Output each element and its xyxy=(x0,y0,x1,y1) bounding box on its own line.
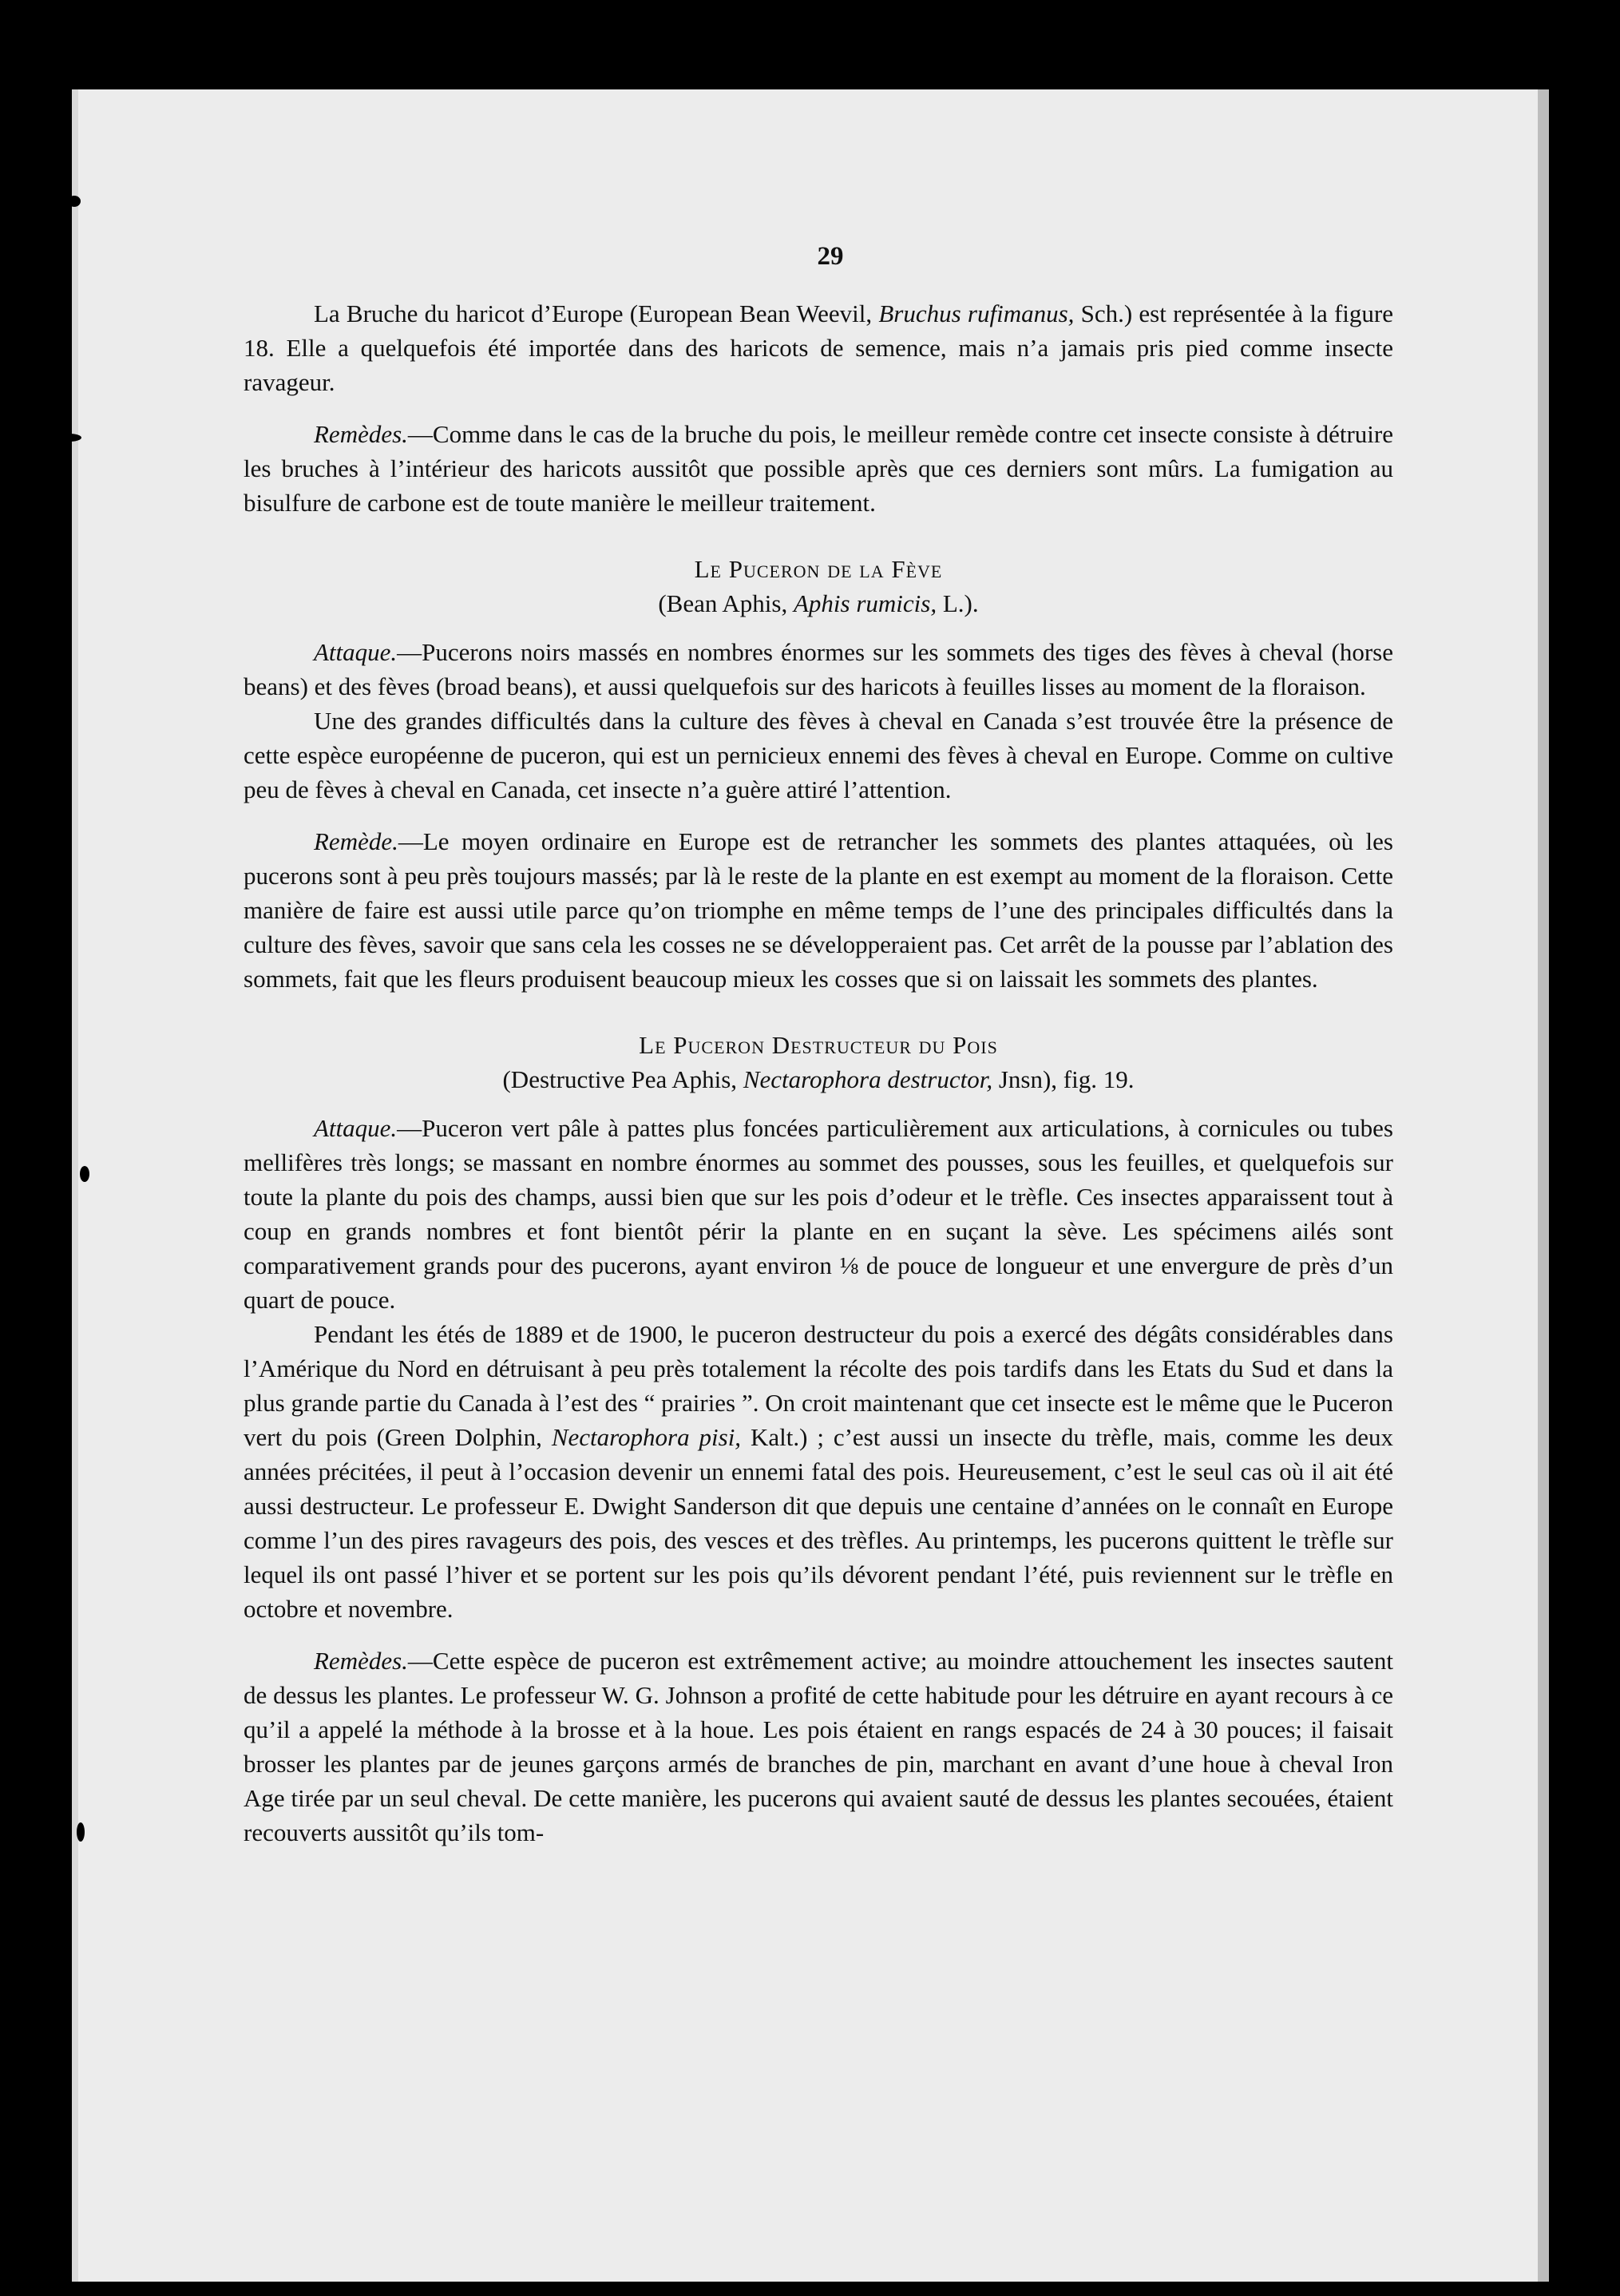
paragraph-text: —Le moyen ordinaire en Europe est de retrancher les sommets des plantes attaquées, où les pucerons sont à peu près toujours massés; par là le reste de la plante en est exempt au moment de la floraison. Cette manière de faire est aussi utile parce qu’on triomphe en même temps de l’une des principales difficultés dans la culture des fèves, savoir que sans cela les cosses ne se développeraient pas. Cet arrêt de la pousse par l’ablation des sommets, fait que les fleurs produisent beaucoup mieux les cosses que si on laissait les sommets des plantes. xyxy=(244,827,1393,993)
paragraph-remedes-2 xyxy=(244,1644,1393,1850)
margin-speck xyxy=(80,1166,89,1182)
section-title: Le Puceron de la Fève xyxy=(694,555,943,583)
latin-name: Bruchus rufimanus, xyxy=(878,299,1075,327)
paragraph-difficultes: Une des grandes difficultés dans la culture des fèves à cheval en Canada s’est trouvée être la présence de cette espèce européenne de puceron, qui est un pernicieux ennemi des fèves à cheval en Europe. Comme on cultive peu de fèves à cheval en Canada, cet insecte n’a guère attiré l’attention. xyxy=(244,707,1393,803)
document-body xyxy=(244,240,1393,1850)
paragraph-lead: Attaque. xyxy=(314,638,398,666)
latin-name: Nectarophora pisi, xyxy=(551,1423,742,1451)
page-spine xyxy=(72,89,78,2282)
paragraph-text: Sch.) est représentée à la figure 18. Elle a quelquefois été importée dans des haricots de semence, mais n’a jamais pris pied comme insecte ravageur. xyxy=(244,299,1393,396)
paragraph-remedes-1 xyxy=(244,417,1393,520)
section-heading-pea-aphis xyxy=(244,1028,1393,1096)
margin-speck xyxy=(68,196,81,207)
paragraph-text: —Pucerons noirs massés en nombres énormes sur les sommets des tiges des fèves à cheval (horse beans) et des fèves (broad beans), et aussi quelquefois sur des haricots à feuilles lisses au moment de la floraison. xyxy=(244,638,1393,700)
paragraph-text: Kalt.) ; c’est aussi un insecte du trèfle, mais, comme les deux années précitées, il peut à l’occasion devenir un ennemi fatal des pois. Heureusement, c’est le seul cas où il ait été aussi destructeur. Le professeur E. Dwight Sanderson dit que depuis une centaine d’années on le connaît en Europe comme l’un des pires ravageurs des pois, des vesces et des trèfles. Au printemps, les pucerons quittent le trèfle sur lequel ils ont passé l’hiver et se portent sur les pois qu’ils dévorent pendant l’été, puis reviennent sur le trèfle en octobre et novembre. xyxy=(244,1423,1393,1623)
paragraph-lead: Attaque. xyxy=(314,1114,398,1142)
paragraph-text: —Puceron vert pâle à pattes plus foncées particulièrement aux articulations, à cornicules ou tubes mellifères très longs; se massant en nombre énormes au sommet des pousses, sous les feuilles, et quelquefois sur toute la plante du pois des champs, aussi bien que sur les pois d’odeur et le trèfle. Ces insectes apparaissent tout à coup en grands nombres et font bientôt périr la plante en en suçant la sève. Les spécimens ailés sont comparativement grands pour des pucerons, ayant environ ⅛ de pouce de longueur et une envergure de près d’un quart de pouce. xyxy=(244,1114,1393,1314)
paragraph-text: —Comme dans le cas de la bruche du pois, le meilleur remède contre cet insecte consiste à détruire les bruches à l’intérieur des haricots aussitôt que possible après que ces derniers sont mûrs. La fumigation au bisulfure de carbone est de toute manière le meilleur traitement. xyxy=(244,420,1393,517)
paragraph-remede xyxy=(244,824,1393,996)
paragraph-lead: Remède. xyxy=(314,827,398,855)
paragraph-lead: Remèdes. xyxy=(314,1647,408,1675)
paragraph-attaque-2 xyxy=(244,1111,1393,1317)
margin-speck xyxy=(77,1822,85,1842)
section-subtitle: (Destructive Pea Aphis, Nectarophora destructor, Jnsn), fig. 19. xyxy=(502,1065,1135,1093)
section-heading-bean-aphis xyxy=(244,552,1393,621)
paragraph-etes xyxy=(244,1317,1393,1626)
paragraph-text: —Cette espèce de puceron est extrêmement active; au moindre attouchement les insectes sautent de dessus les plantes. Le professeur W. G. Johnson a profité de cette habitude pour les détruire en ayant recours à ce qu’il a appelé la méthode à la brosse et à la houe. Les pois étaient en rangs espacés de 24 à 30 pouces; il faisait brosser les plantes par de jeunes garçons armés de branches de pin, marchant en avant d’une houe à cheval Iron Age tirée par un seul cheval. De cette manière, les pucerons qui avaient sauté de dessus les plantes secouées, étaient recouverts aussitôt qu’ils tom- xyxy=(244,1647,1393,1846)
latin-name: Aphis rumicis, xyxy=(793,589,937,617)
paragraph-lead: Remèdes. xyxy=(314,420,408,448)
paragraph-bean-weevil xyxy=(244,296,1393,399)
margin-speck xyxy=(57,434,81,442)
paragraph-text: Pendant les étés de 1889 et de 1900, le puceron destructeur du pois a exercé des dégâts considérables dans l’Amérique du Nord en détruisant à peu près totalement la récolte des pois tardifs dans les Etats du Sud et dans la plus grande partie du Canada à l’est des “ prairies ”. On croit maintenant que cet insecte est le même que le Puceron vert du pois (Green Dolphin, xyxy=(244,1320,1393,1451)
latin-name: Nectarophora destructor, xyxy=(743,1065,993,1093)
paragraph-text: La Bruche du haricot d’Europe (European Bean Weevil, xyxy=(314,299,879,327)
paragraph-attaque-1 xyxy=(244,635,1393,704)
page-number: 29 xyxy=(817,242,844,271)
section-title: Le Puceron Destructeur du Pois xyxy=(639,1031,998,1059)
section-subtitle: (Bean Aphis, Aphis rumicis, L.). xyxy=(658,589,979,617)
